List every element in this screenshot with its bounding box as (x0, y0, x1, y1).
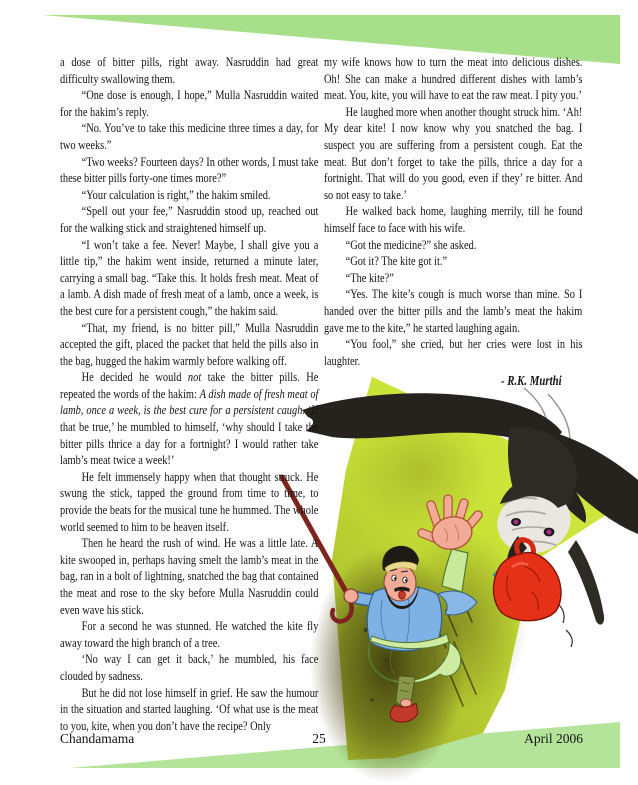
paragraph: Then he heard the rush of wind. He was a little late. A kite swooped in, perhaps having smelt the lamb’s meat in the bag, ran in a bolt of lightning, snatched the bag that contained the meat and rose to the sky before Mulla Nasruddin could even wave his stick. (60, 535, 319, 617)
paragraph: a dose of bitter pills, right away. Nasruddin had great difficulty swallowing them. (60, 54, 319, 86)
paragraph: “Two weeks? Fourteen days? In other words, I must take these bitter pills forty-one times more?” (60, 153, 319, 186)
mouth (399, 591, 406, 599)
author-byline: - R.K. Murthi (500, 373, 562, 389)
footer-issue-date: April 2006 (524, 731, 583, 746)
paragraph: “Spell out your fee,” Nasruddin stood up, reached out for the walking stick and straightened himself up. (60, 203, 319, 235)
paragraph: But he did not lose himself in grief. He saw the humour in the situation and started laughing. ‘Of what use is the meat to you, kite, when you don’t have the recipe? Only (60, 684, 319, 733)
paragraph: “Yes. The kite’s cough is much worse than mine. So I handed over the bitter pills and the lamb’s meat the hakim gave me to the kite,” he started laughing again. (324, 286, 583, 335)
paragraph: He walked back home, laughing merrily, till he found himself face to face with his wife. (324, 203, 583, 235)
left-text-column (60, 54, 318, 734)
illustration (282, 377, 638, 783)
paragraph: “I won’t take a fee. Never! Maybe, I shall give you a little tip,” the hakim went inside, returned a minute later, carrying a small bag. “Take this. It holds fresh meat. Meat of a lamb. A dish made of fresh meat of a lamb, once a week, is the best cure for a persistent cough,” the hakim said. (60, 236, 319, 318)
fist (344, 589, 358, 603)
paragraph: He decided he would not take the bitter pills. He repeated the words of the hakim: A dish made of fresh meat of lamb, once a week, is the best cure for a persistent caugh. ‘If that be true,’ he mumbled to himself, ‘why should I take the bitter pills thrice a day for a fortnight? I would rather take lamb’s meat twice a week!’ (60, 369, 319, 468)
paragraph: my wife knows how to turn the meat into delicious dishes. Oh! She can make a hundred different dishes with lamb’s meat. You, kite, you will have to eat the raw meat. I pity you.’ (324, 54, 583, 103)
paragraph: “Got the medicine?” she asked. (345, 236, 477, 252)
footer-page-number: 25 (312, 731, 326, 746)
paragraph: He felt immensely happy when that thought struck. He swung the stick, tapped the ground from time to time, to provide the beats for the musical tune he hummed. The whole world seemed to him to be heaven itself. (60, 468, 319, 534)
paragraph: “No. You’ve to take this medicine three times a day, for two weeks.” (60, 120, 319, 152)
right-text-column (324, 54, 582, 390)
paragraph: ‘No way I can get it back,’ he mumbled, his face clouded by sadness. (60, 651, 319, 683)
paragraph: “Got it? The kite got it.” (345, 253, 448, 269)
paragraph: “The kite?” (345, 269, 394, 285)
paragraph: For a second he was stunned. He watched the kite fly away toward the high branch of a tree. (60, 618, 319, 650)
paragraph: He laughed more when another thought struck him. ‘Ah! My dear kite! I now know why you snatched the bag. I suspect you are suffering from a persistent cough. Eat the meat. But don’t forget to take the pills, thrice a day for a fortnight. That will do you good, even if they’ re bitter. And so not easy to take.’ (324, 103, 583, 202)
paragraph: “You fool,” she cried, but her cries were lost in his laughter. (324, 336, 583, 368)
footer-magazine-name: Chandamama (60, 731, 135, 746)
paragraph: “That, my friend, is no bitter pill,” Mulla Nasruddin accepted the gift, placed the packet that held the pills also in the bag, hugged the hakim warmly before walking off. (60, 319, 319, 368)
paragraph: “Your calculation is right,” the hakim smiled. (81, 186, 271, 202)
paragraph: “One dose is enough, I hope,” Mulla Nasruddin waited for the hakim’s reply. (60, 87, 319, 119)
tail-feather (568, 540, 604, 625)
